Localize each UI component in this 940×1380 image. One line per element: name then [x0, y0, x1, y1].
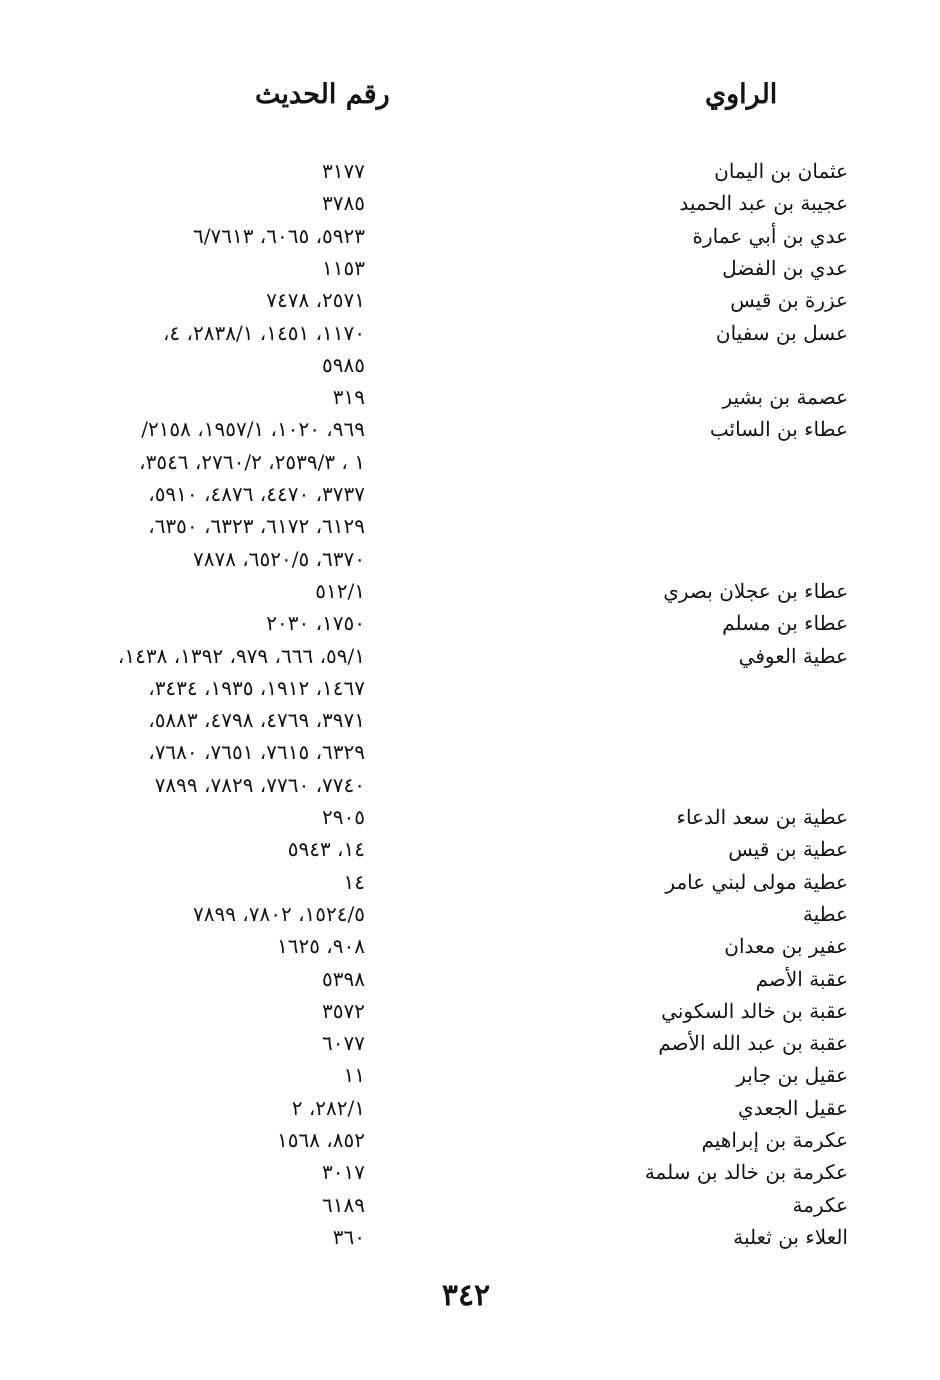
index-row [0, 1124, 940, 1156]
index-row [0, 898, 940, 930]
hadith-numbers: ٥٣٩٨ [322, 966, 365, 991]
narrator-name: عطية بن قيس [728, 837, 848, 862]
index-row [0, 155, 940, 187]
index-row [0, 704, 940, 736]
hadith-numbers: ١ ، ٢٥٣٩/٣، ٢٧٦٠/٢، ٣٥٤٦، [139, 449, 365, 474]
index-row [0, 446, 940, 478]
narrator-name: عقيل بن جابر [736, 1063, 848, 1088]
index-row [0, 640, 940, 672]
hadith-numbers: ٦٣٧٠، ٦٥٢٠/٥، ٧٨٧٨ [192, 546, 365, 571]
hadith-numbers: ١١ [343, 1063, 365, 1088]
hadith-numbers: ٩٦٩، ١٠٢٠، ١٩٥٧/١، ٢١٥٨/ [141, 417, 365, 442]
index-row [0, 769, 940, 801]
index-row [0, 672, 940, 704]
hadith-numbers: ١٤ [343, 869, 365, 894]
narrator-name: عكرمة [792, 1192, 848, 1217]
narrator-name: عطاء بن السائب [709, 417, 848, 442]
narrator-name: عطية العوفي [738, 643, 848, 668]
index-row [0, 1092, 940, 1124]
hadith-numbers: ١١٥٣ [322, 255, 365, 280]
hadith-numbers: ٦١٨٩ [322, 1192, 365, 1217]
index-row [0, 801, 940, 833]
narrator-name: عقبة الأصم [755, 966, 848, 991]
index-row [0, 187, 940, 219]
hadith-numbers: ٢٨٢/١، ٢ [291, 1095, 365, 1120]
narrator-name: عقيل الجعدي [738, 1095, 848, 1120]
hadith-numbers: ٥١٢/١ [315, 578, 365, 603]
hadith-numbers: ٦١٢٩، ٦١٧٢، ٦٣٢٣، ٦٣٥٠، [148, 514, 365, 539]
narrator-name [548, 478, 848, 510]
index-row [0, 349, 940, 381]
hadith-numbers: ٦٣٢٩، ٧٦١٥، ٧٦٥١، ٧٦٨٠، [148, 740, 365, 765]
index-row [0, 833, 940, 865]
narrator-name [548, 510, 848, 542]
narrator-name: عثمان بن اليمان [714, 159, 848, 183]
hadith-numbers: ٢٥٧١، ٧٤٧٨ [266, 288, 365, 313]
hadith-numbers: ٣٥٧٢ [322, 998, 365, 1023]
narrator-name [548, 704, 848, 736]
hadith-numbers: ١٥٢٤/٥، ٧٨٠٢، ٧٨٩٩ [192, 901, 365, 926]
index-row [0, 543, 940, 575]
index-row [0, 1156, 940, 1188]
index-row [0, 252, 940, 284]
hadith-numbers: ٣٧٨٥ [322, 191, 365, 216]
index-row [0, 866, 940, 898]
index-row [0, 963, 940, 995]
page-number: ٣٤٢ [441, 1278, 491, 1313]
narrator-name [548, 543, 848, 575]
hadith-numbers: ٣١٩ [332, 385, 365, 410]
narrator-name: عطية بن سعد الدعاء [676, 805, 848, 829]
narrator-name [548, 672, 848, 704]
narrator-name: عطية مولى لبني عامر [665, 869, 848, 894]
index-row [0, 284, 940, 316]
index-row [0, 510, 940, 542]
narrator-name: عجيبة بن عبد الحميد [679, 191, 848, 216]
hadith-number-column-header: رقم الحديث [255, 79, 390, 110]
narrator-name: عطاء بن عجلان بصري [663, 578, 848, 603]
narrator-name: العلاء بن ثعلبة [733, 1224, 848, 1249]
narrator-name: عفير بن معدان [724, 934, 848, 959]
narrator-name: عكرمة بن إبراهيم [701, 1128, 848, 1152]
narrator-name: عسل بن سفيان [715, 320, 848, 345]
narrator-name: عقبة بن عبد الله الأصم [658, 1031, 848, 1056]
hadith-numbers: ٣٩٧١، ٤٧٦٩، ٤٧٩٨، ٥٨٨٣، [148, 708, 365, 733]
index-row [0, 220, 940, 252]
hadith-numbers: ١٤، ٥٩٤٣ [287, 837, 365, 862]
index-row [0, 478, 940, 510]
index-row [0, 575, 940, 607]
index-row [0, 607, 940, 639]
narrator-name [548, 769, 848, 801]
narrator-name: عزرة بن قيس [730, 288, 848, 313]
hadith-numbers: ٨٥٢، ١٥٦٨ [276, 1128, 365, 1152]
hadith-numbers: ٧٧٤٠، ٧٧٦٠، ٧٨٢٩، ٧٨٩٩ [154, 772, 365, 797]
narrator-name [548, 736, 848, 768]
hadith-numbers: ١٤٦٧، ١٩١٢، ١٩٣٥، ٣٤٣٤، [148, 675, 365, 700]
index-row [0, 1221, 940, 1253]
narrator-name [548, 349, 848, 381]
narrator-name: عطاء بن مسلم [722, 611, 848, 636]
narrator-name: عدي بن الفضل [722, 255, 848, 280]
hadith-numbers: ٦٠٧٧ [322, 1031, 365, 1056]
hadith-numbers: ٥٩٨٥ [322, 352, 365, 377]
index-row [0, 736, 940, 768]
narrator-column-header: الراوي [705, 79, 778, 110]
narrator-name: عدي بن أبي عمارة [692, 223, 848, 248]
index-row [0, 930, 940, 962]
hadith-numbers: ٢٩٠٥ [322, 805, 365, 829]
index-row [0, 317, 940, 349]
index-row [0, 413, 940, 445]
index-row [0, 995, 940, 1027]
index-row [0, 1059, 940, 1091]
narrator-name: عكرمة بن خالد بن سلمة [644, 1160, 848, 1185]
hadith-numbers: ٥٩/١، ٦٦٦، ٩٧٩، ١٣٩٢، ١٤٣٨، [117, 643, 365, 668]
hadith-numbers: ٣٦٠ [332, 1224, 365, 1249]
narrator-name: عقبة بن خالد السكوني [661, 998, 848, 1023]
index-row [0, 1027, 940, 1059]
index-row [0, 381, 940, 413]
hadith-numbers: ١١٧٠، ١٤٥١، ٢٨٣٨/١، ٤، [162, 320, 365, 345]
hadith-numbers: ٣٠١٧ [322, 1160, 365, 1185]
narrator-name: عطية [802, 901, 848, 926]
hadith-numbers: ٥٩٢٣، ٦٠٦٥، ٦/٧٦١٣ [192, 223, 365, 248]
hadith-numbers: ٩٠٨، ١٦٢٥ [276, 934, 365, 959]
narrator-name [548, 446, 848, 478]
hadith-numbers: ١٧٥٠، ٢٠٣٠ [266, 611, 365, 636]
hadith-numbers: ٣٧٣٧، ٤٤٧٠، ٤٨٧٦، ٥٩١٠، [148, 482, 365, 506]
index-row [0, 1189, 940, 1221]
narrator-name: عصمة بن بشير [722, 385, 848, 410]
hadith-numbers: ٣١٧٧ [322, 159, 365, 183]
